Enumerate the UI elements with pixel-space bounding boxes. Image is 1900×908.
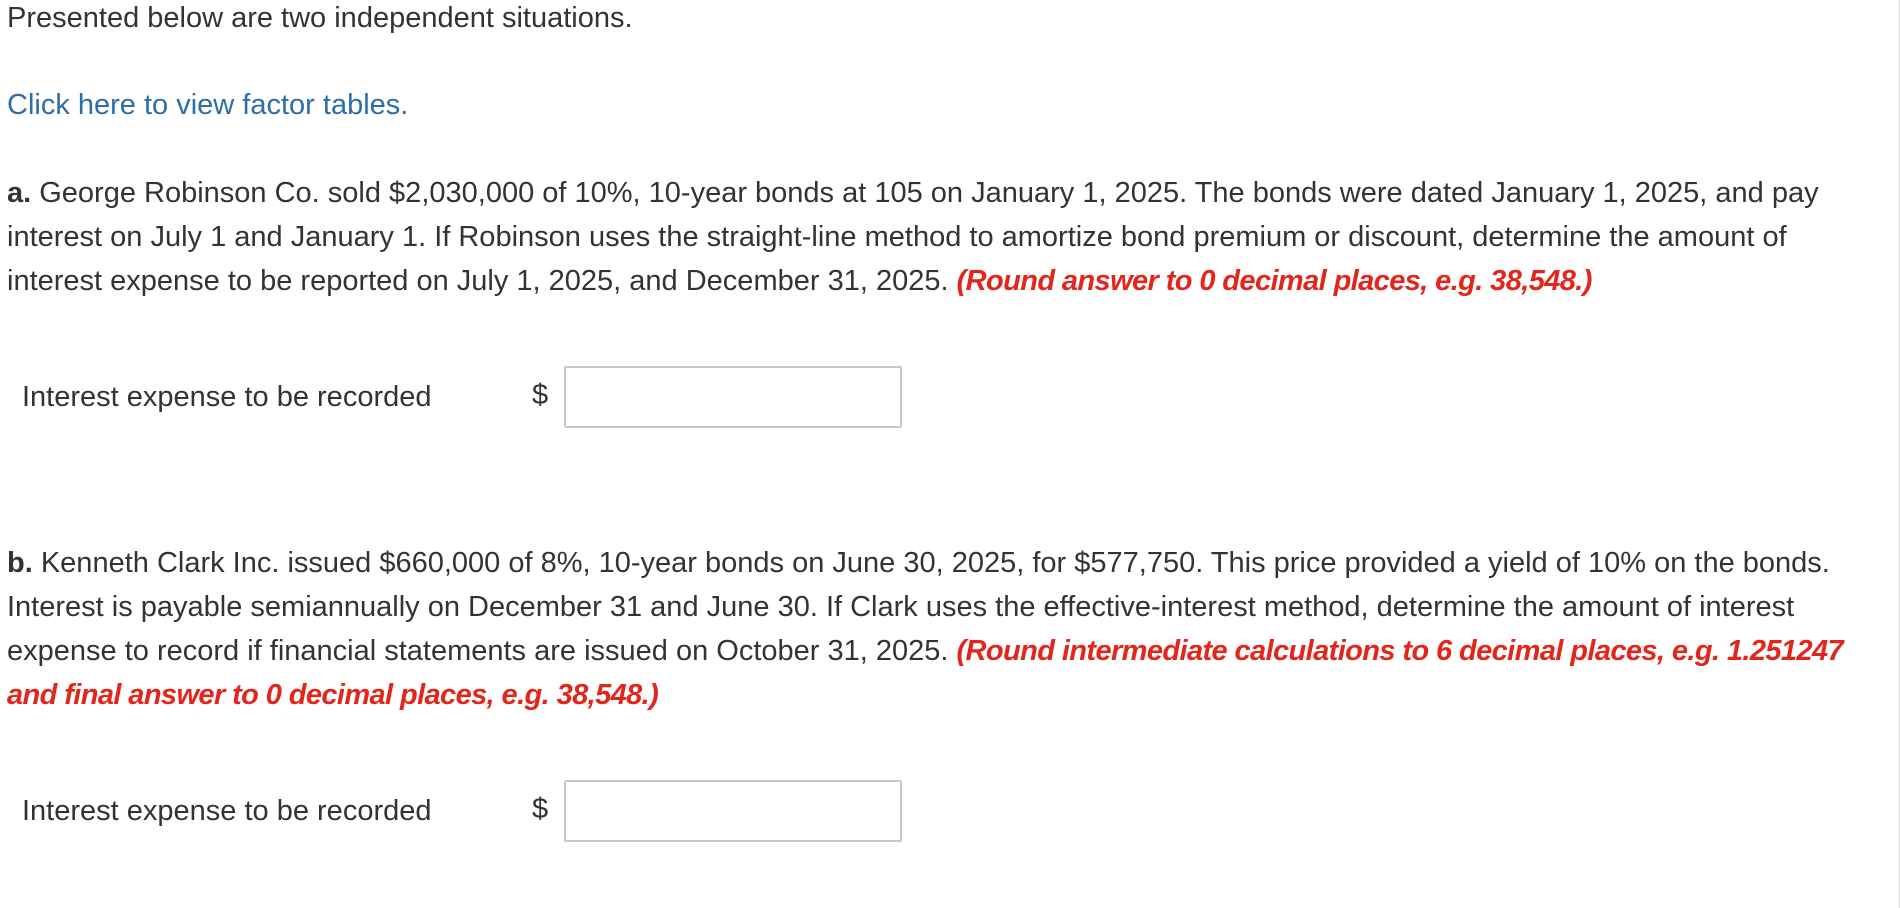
factor-tables-link[interactable]: Click here to view factor tables. xyxy=(7,89,409,121)
answer-b-currency-symbol: $ xyxy=(532,793,549,825)
interest-expense-b-input[interactable] xyxy=(564,780,902,842)
answer-a-label: Interest expense to be recorded xyxy=(22,381,432,413)
problem-b-instruction: (Round intermediate calculations to 6 decimal places, e.g. 1.251247 and final answer to 0 decimal places, e.g. 38,548.) xyxy=(7,635,1844,711)
problem-b-letter: b. xyxy=(7,547,33,579)
problem-a-text xyxy=(7,171,1873,303)
problem-b-body: Kenneth Clark Inc. issued $660,000 of 8%, 10-year bonds on June 30, 2025, for $577,750. This price provided a yield of 10% on the bonds. Interest is payable semiannually on December 31 and June 30. If Clark uses the effective-interest method, determine the amount of interest expense to record if financial statements are issued on October 31, 2025. xyxy=(7,547,1830,667)
problem-a-letter: a. xyxy=(7,177,32,209)
answer-b-label: Interest expense to be recorded xyxy=(22,795,432,827)
interest-expense-a-input[interactable] xyxy=(564,366,902,428)
answer-a-currency-symbol: $ xyxy=(532,379,549,411)
answer-row-b xyxy=(22,780,922,844)
answer-row-a xyxy=(22,366,922,430)
intro-text: Presented below are two independent situations. xyxy=(7,2,633,34)
problem-a-body: George Robinson Co. sold $2,030,000 of 10%, 10-year bonds at 105 on January 1, 2025. The bonds were dated January 1, 2025, and pay interest on July 1 and January 1. If Robinson uses the straight-line method to amortize bond premium or discount, determine the amount of interest expense to be reported on July 1, 2025, and December 31, 2025. xyxy=(7,177,1819,297)
problem-a-instruction: (Round answer to 0 decimal places, e.g. 38,548.) xyxy=(956,265,1592,297)
problem-b-text xyxy=(7,541,1873,717)
